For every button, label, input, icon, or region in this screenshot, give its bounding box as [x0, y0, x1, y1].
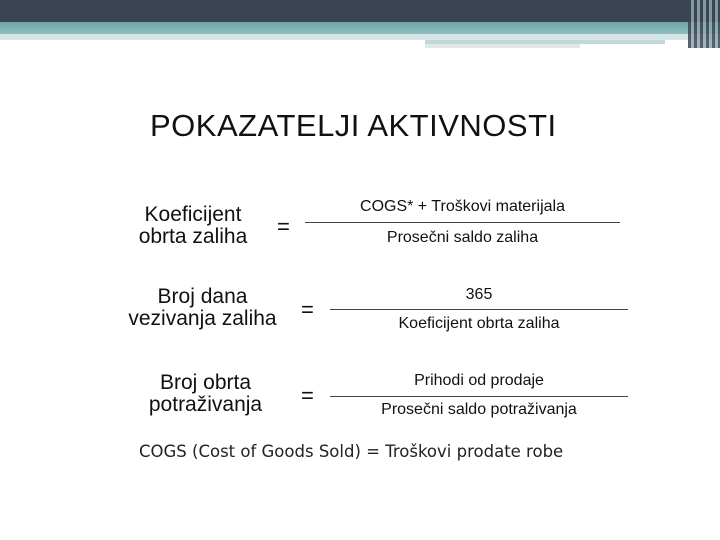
formula-2-label-line1: Broj dana — [157, 285, 248, 308]
header-accent-bar — [0, 22, 720, 34]
formula-2-numerator: 365 — [465, 286, 493, 303]
formula-3-label — [128, 372, 283, 416]
formula-2-denominator: Koeficijent obrta zaliha — [398, 315, 560, 332]
formula-1-denominator: Prosečni saldo zaliha — [386, 229, 539, 246]
formula-3-fraction-line — [330, 396, 628, 397]
header-accent-line-short — [425, 44, 580, 48]
formula-1-label — [118, 204, 268, 248]
formula-1-equals: = — [277, 214, 290, 239]
formula-3-label-line1: Broj obrta — [159, 371, 252, 394]
header-stripes — [688, 0, 720, 48]
formula-2-label-line2: vezivanja zaliha — [128, 307, 277, 330]
slide-title: POKAZATELJI AKTIVNOSTI — [150, 108, 557, 143]
formula-1-fraction-line — [305, 222, 620, 223]
formula-2-fraction-line — [330, 309, 628, 310]
header-bar — [0, 0, 720, 22]
formula-2-label — [105, 286, 300, 330]
formula-3-denominator: Prosečni saldo potraživanja — [381, 401, 577, 418]
formula-1-label-line2: obrta zaliha — [138, 225, 248, 248]
formula-2-equals: = — [301, 297, 314, 322]
formula-1-numerator: COGS* + Troškovi materijala — [360, 198, 565, 215]
formula-1-label-line1: Koeficijent — [144, 203, 242, 226]
footnote: COGS (Cost of Goods Sold) = Troškovi prodate robe — [139, 442, 564, 461]
formula-3-equals: = — [301, 383, 314, 408]
formula-3-label-line2: potraživanja — [148, 393, 263, 416]
formula-3-numerator: Prihodi od prodaje — [414, 372, 544, 389]
